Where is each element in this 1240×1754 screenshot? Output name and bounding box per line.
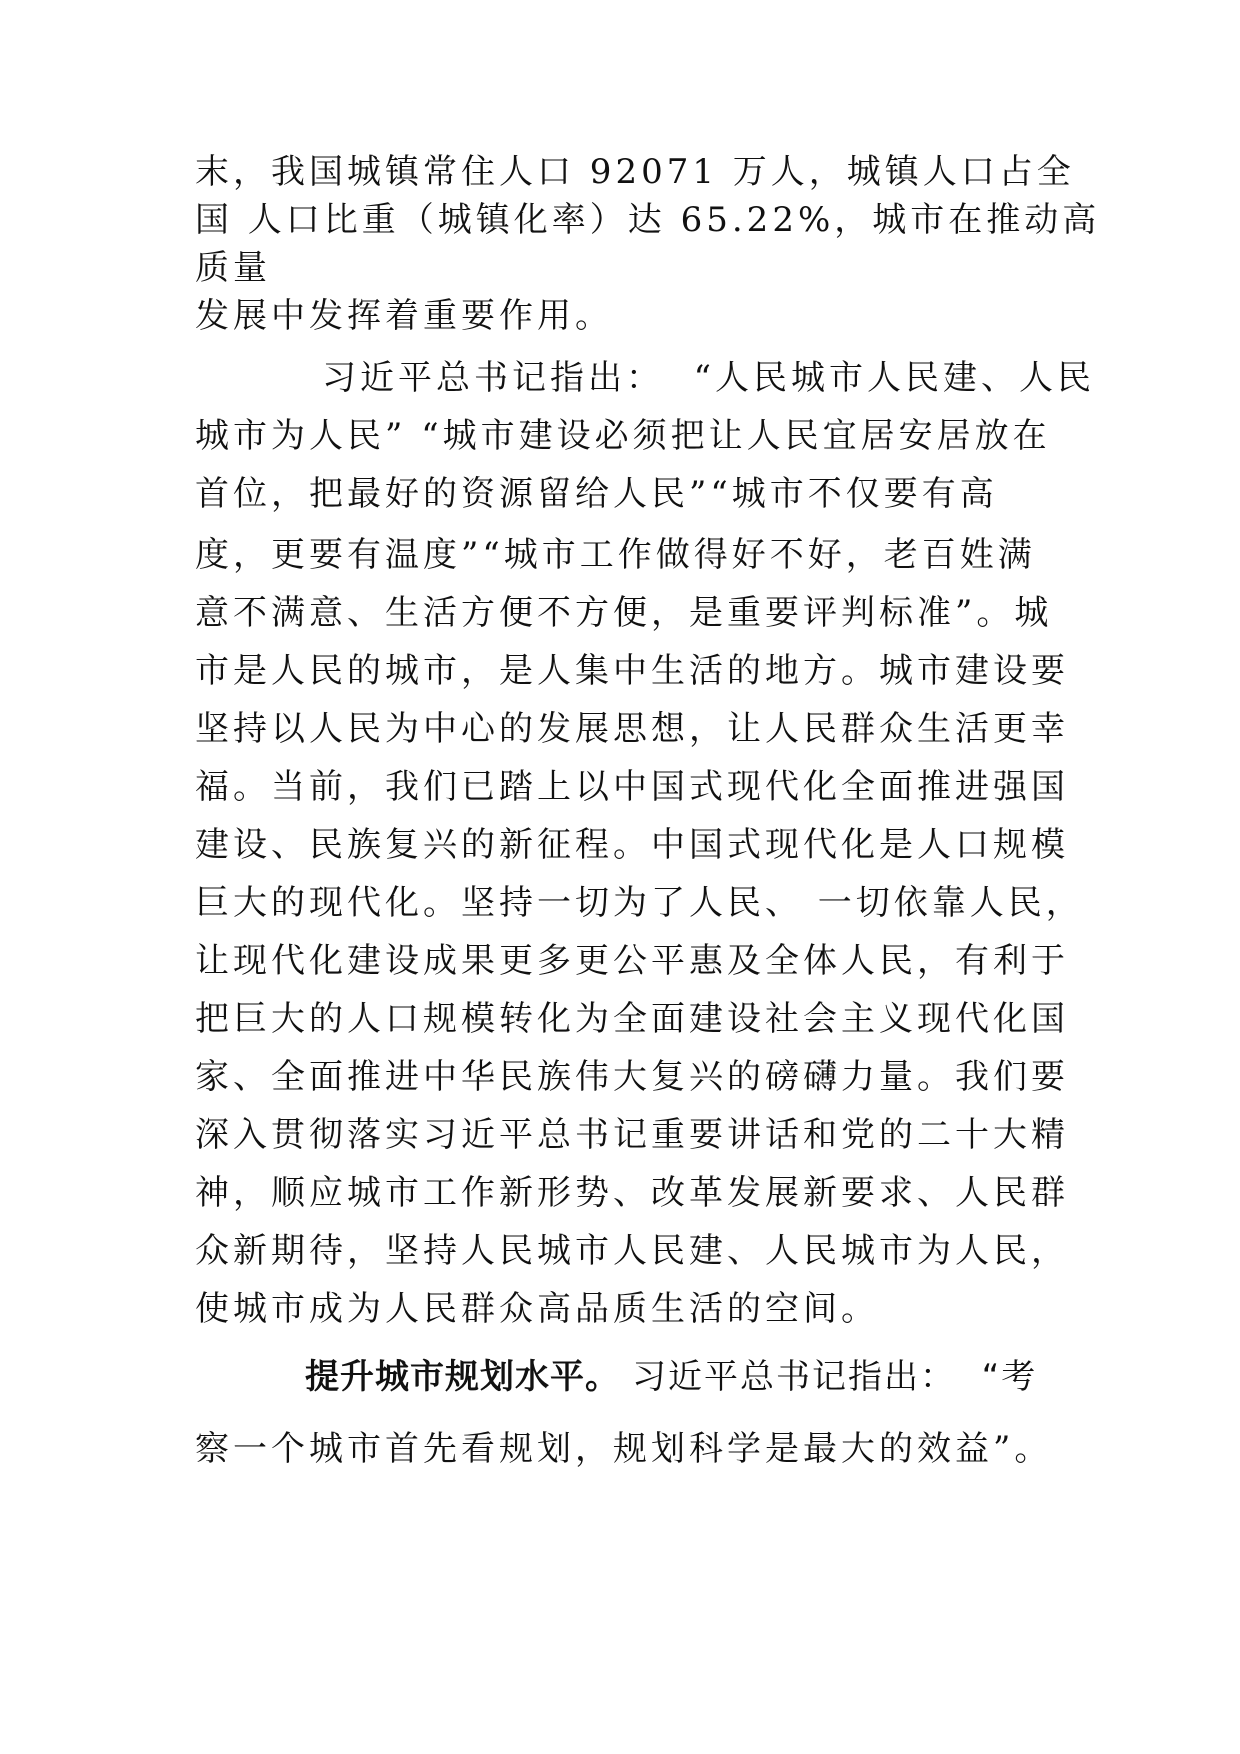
- text-line: 市是人民的城市，是人集中生活的地方。城市建设要: [195, 651, 1069, 691]
- text-line: 众新期待，坚持人民城市人民建、人民城市为人民，: [195, 1231, 1069, 1271]
- text-line: 建设、民族复兴的新征程。中国式现代化是人口规模: [195, 825, 1069, 865]
- text-line: 坚持以人民为中心的发展思想，让人民群众生活更幸: [195, 709, 1069, 749]
- text-line: 家、全面推进中华民族伟大复兴的磅礴力量。我们要: [195, 1057, 1069, 1097]
- text-line: 巨大的现代化。坚持一切为了人民、 一切依靠人民，: [195, 883, 1084, 923]
- text-line: 福。当前，我们已踏上以中国式现代化全面推进强国: [195, 767, 1069, 807]
- text-line: 使城市成为人民群众高品质生活的空间。: [195, 1289, 879, 1329]
- text-line: 意不满意、生活方便不方便，是重要评判标准”。城: [195, 593, 1053, 633]
- text-line: 深入贯彻落实习近平总书记重要讲话和党的二十大精: [195, 1115, 1069, 1155]
- text-line: 习近平总书记指出： “人民城市人民建、人民: [322, 358, 1095, 398]
- text-line: 让现代化建设成果更多更公平惠及全体人民，有利于: [195, 941, 1069, 981]
- text-line: 首位，把最好的资源留给人民”“城市不仅要有高: [195, 474, 998, 514]
- section-heading: 提升城市规划水平。: [305, 1357, 620, 1397]
- text-line: 发展中发挥着重要作用。: [195, 296, 613, 336]
- text-line: 神，顺应城市工作新形势、改革发展新要求、人民群: [195, 1173, 1069, 1213]
- text-line: 质量: [195, 248, 271, 288]
- text-line: 国 人口比重（城镇化率）达 65.22%，城市在推动高: [195, 200, 1101, 240]
- text-line: 度，更要有温度”“城市工作做得好不好，老百姓满: [195, 535, 1036, 575]
- text-line: 末，我国城镇常住人口 92071 万人，城镇人口占全: [195, 152, 1075, 192]
- text-line: 习近平总书记指出： “考: [632, 1357, 1038, 1397]
- text-line: 城市为人民” “城市建设必须把让人民宜居安居放在: [195, 416, 1051, 456]
- text-line: 察一个城市首先看规划，规划科学是最大的效益”。: [195, 1429, 1053, 1469]
- text-line: 把巨大的人口规模转化为全面建设社会主义现代化国: [195, 999, 1069, 1039]
